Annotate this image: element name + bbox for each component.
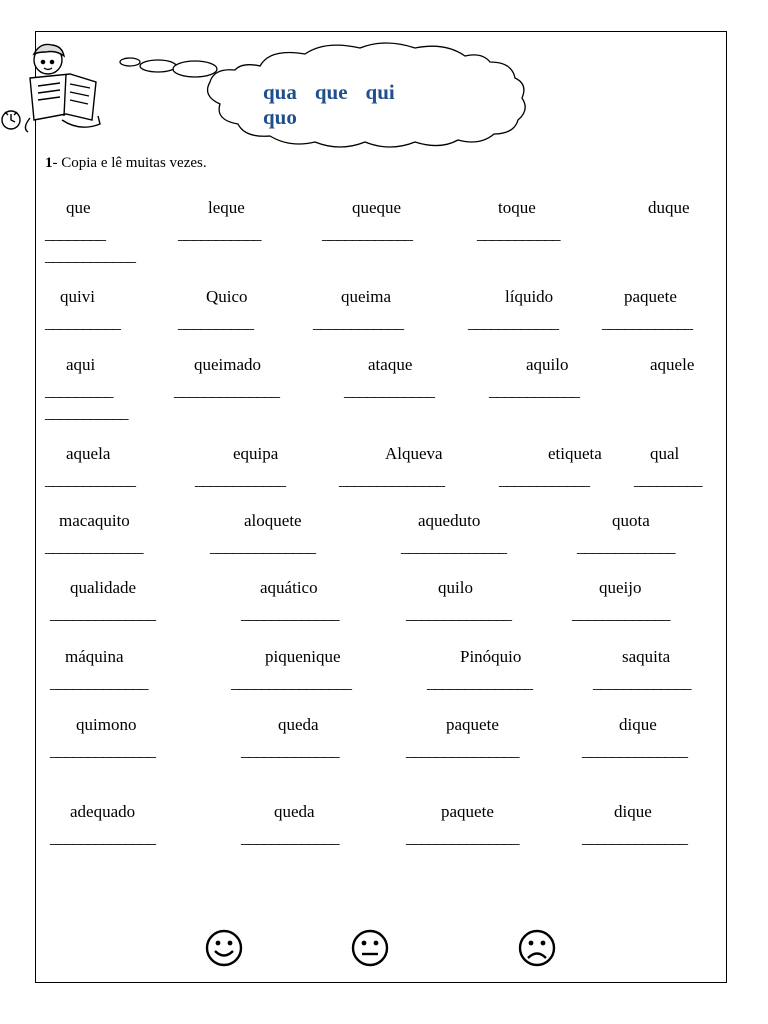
write-line[interactable]: ______________: [401, 537, 506, 556]
write-line[interactable]: _________: [634, 470, 702, 489]
write-line[interactable]: ____________: [468, 313, 558, 332]
word: paquete: [441, 802, 494, 821]
word: leque: [208, 198, 245, 217]
write-line[interactable]: ________________: [231, 673, 351, 692]
word: aloquete: [244, 511, 302, 530]
syllable-quo: quo: [263, 105, 297, 129]
write-line[interactable]: ____________: [45, 470, 135, 489]
word: máquina: [65, 647, 124, 666]
word: aquilo: [526, 355, 569, 374]
write-line[interactable]: _______________: [406, 741, 519, 760]
word: aquático: [260, 578, 318, 597]
write-line[interactable]: _____________: [572, 604, 670, 623]
write-line[interactable]: ______________: [582, 741, 687, 760]
write-line[interactable]: ____________: [313, 313, 403, 332]
write-line[interactable]: ____________: [45, 246, 135, 265]
word: quilo: [438, 578, 473, 597]
syllable-qua: qua: [263, 80, 297, 104]
word: queijo: [599, 578, 642, 597]
write-line[interactable]: ______________: [50, 828, 155, 847]
word: qual: [650, 444, 680, 463]
word: aqueduto: [418, 511, 481, 530]
syllables-group: [263, 80, 463, 130]
write-line[interactable]: __________: [45, 313, 120, 332]
word: aquela: [66, 444, 111, 463]
word: paquete: [624, 287, 677, 306]
write-line[interactable]: ______________: [582, 828, 687, 847]
word: duque: [648, 198, 690, 217]
write-line[interactable]: ___________: [178, 224, 261, 243]
write-line[interactable]: ____________: [322, 224, 412, 243]
word: toque: [498, 198, 536, 217]
word: Quico: [206, 287, 248, 306]
write-line[interactable]: _______________: [406, 828, 519, 847]
boy-reading-book-icon: [0, 38, 105, 133]
word: adequado: [70, 802, 136, 821]
write-line[interactable]: _____________: [241, 604, 339, 623]
syllable-qui: qui: [365, 80, 395, 104]
word: queima: [341, 287, 392, 306]
happy-face-icon[interactable]: [204, 928, 244, 968]
write-line[interactable]: _____________: [241, 741, 339, 760]
write-line[interactable]: _____________: [577, 537, 675, 556]
word: quivi: [60, 287, 95, 306]
write-line[interactable]: __________: [178, 313, 253, 332]
word: macaquito: [59, 511, 130, 530]
write-line[interactable]: ____________: [489, 381, 579, 400]
write-line[interactable]: ____________: [499, 470, 589, 489]
write-line[interactable]: ___________: [477, 224, 560, 243]
instruction-text: - Copia e lê muitas vezes.: [52, 155, 207, 171]
word: queda: [274, 802, 315, 821]
write-line[interactable]: ______________: [406, 604, 511, 623]
write-line[interactable]: _____________: [50, 673, 148, 692]
write-line[interactable]: ____________: [195, 470, 285, 489]
word: quota: [612, 511, 650, 530]
word: aquele: [650, 355, 695, 374]
word: Pinóquio: [460, 647, 522, 666]
write-line[interactable]: ______________: [174, 381, 279, 400]
word: dique: [614, 802, 652, 821]
write-line[interactable]: ______________: [50, 604, 155, 623]
word: qualidade: [70, 578, 137, 597]
word: Alqueva: [385, 444, 443, 463]
write-line[interactable]: ______________: [427, 673, 532, 692]
write-line[interactable]: ______________: [210, 537, 315, 556]
write-line[interactable]: ______________: [50, 741, 155, 760]
word: equipa: [233, 444, 279, 463]
word: etiqueta: [548, 444, 602, 463]
write-line[interactable]: ____________: [602, 313, 692, 332]
write-line[interactable]: _____________: [593, 673, 691, 692]
word: piquenique: [265, 647, 341, 666]
word: ataque: [368, 355, 413, 374]
write-line[interactable]: ____________: [344, 381, 434, 400]
word: quimono: [76, 715, 137, 734]
write-line[interactable]: ______________: [339, 470, 444, 489]
syllable-que: que: [314, 80, 348, 104]
write-line[interactable]: _____________: [241, 828, 339, 847]
word: saquita: [622, 647, 671, 666]
word: queque: [352, 198, 402, 217]
instruction-number: 1: [45, 155, 53, 171]
write-line[interactable]: ___________: [45, 403, 128, 422]
word: queda: [278, 715, 319, 734]
word: líquido: [505, 287, 554, 306]
word: aqui: [66, 355, 96, 374]
write-line[interactable]: _________: [45, 381, 113, 400]
neutral-face-icon[interactable]: [350, 928, 390, 968]
write-line[interactable]: ________: [45, 224, 105, 243]
word: queimado: [194, 355, 262, 374]
word: que: [66, 198, 91, 217]
word: dique: [619, 715, 657, 734]
sad-face-icon[interactable]: [517, 928, 557, 968]
instruction: [45, 155, 207, 172]
word: paquete: [446, 715, 499, 734]
write-line[interactable]: _____________: [45, 537, 143, 556]
